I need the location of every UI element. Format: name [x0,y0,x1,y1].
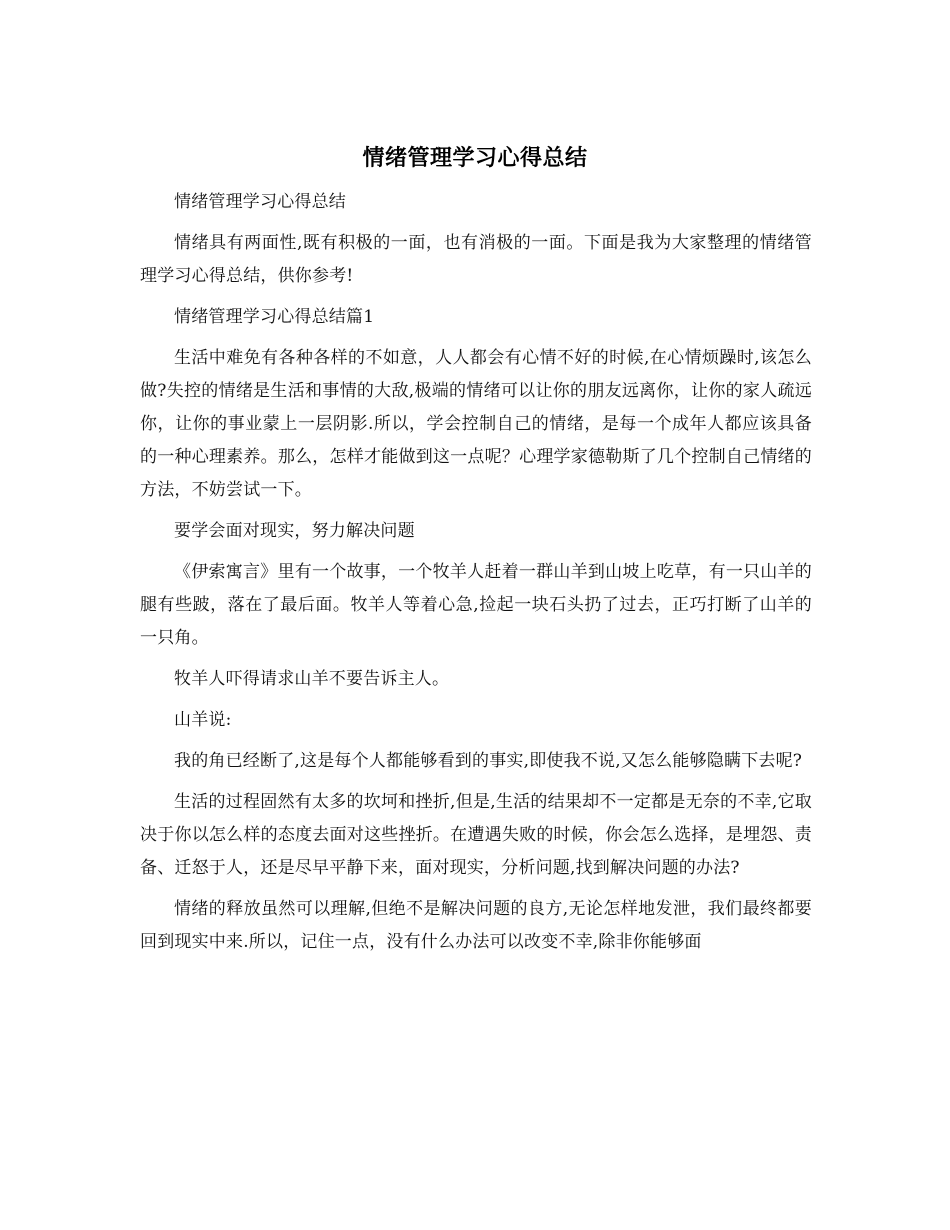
paragraph: 山羊说: [174,710,232,730]
paragraph: 情绪的释放虽然可以理解,但绝不是解决问题的良方,无论怎样地发泄，我们最终都要回到现实中来.所以，记住一点，没有什么办法可以改变不幸,除非你能够面 [140,899,812,952]
paragraph: 我的角已经断了,这是每个人都能够看到的事实,即使我不说,又怎么能够隐瞒下去呢? [174,751,803,771]
paragraph: 《伊索寓言》里有一个故事，一个牧羊人赶着一群山羊到山坡上吃草，有一只山羊的腿有些跛，落在了最后面。牧羊人等着心急,捡起一块石头扔了过去，正巧打断了山羊的一只角。 [140,562,812,648]
paragraph: 生活的过程固然有太多的坎坷和挫折,但是,生活的结果却不一定都是无奈的不幸,它取决于你以怎么样的态度去面对这些挫折。在遭遇失败的时候，你会怎么选择，是埋怨、责备、迁怒于人，还是尽早平静下来，面对现实，分析问题,找到解决问题的办法? [140,792,812,878]
paragraph-subtitle: 情绪管理学习心得总结 [174,192,346,212]
paragraph: 生活中难免有各种各样的不如意，人人都会有心情不好的时候,在心情烦躁时,该怎么做?失控的情绪是生活和事情的大敌,极端的情绪可以让你的朋友远离你，让你的家人疏远你，让你的事业蒙上一层阴影.所以，学会控制自己的情绪，是每一个成年人都应该具备的一种心理素养。那么，怎样才能做到这一点呢？心理学家德勒斯了几个控制自己情绪的方法，不妨尝试一下。 [140,348,812,500]
document-body [140,186,812,967]
section-heading-1: 情绪管理学习心得总结篇1 [174,307,375,327]
document-title: 情绪管理学习心得总结 [362,145,588,171]
subheading-face-reality: 要学会面对现实，努力解决问题 [174,521,415,541]
paragraph: 牧羊人吓得请求山羊不要告诉主人。 [174,669,450,689]
paragraph-intro: 情绪具有两面性,既有积极的一面，也有消极的一面。下面是我为大家整理的情绪管理学习心得总结，供你参考! [140,233,812,286]
